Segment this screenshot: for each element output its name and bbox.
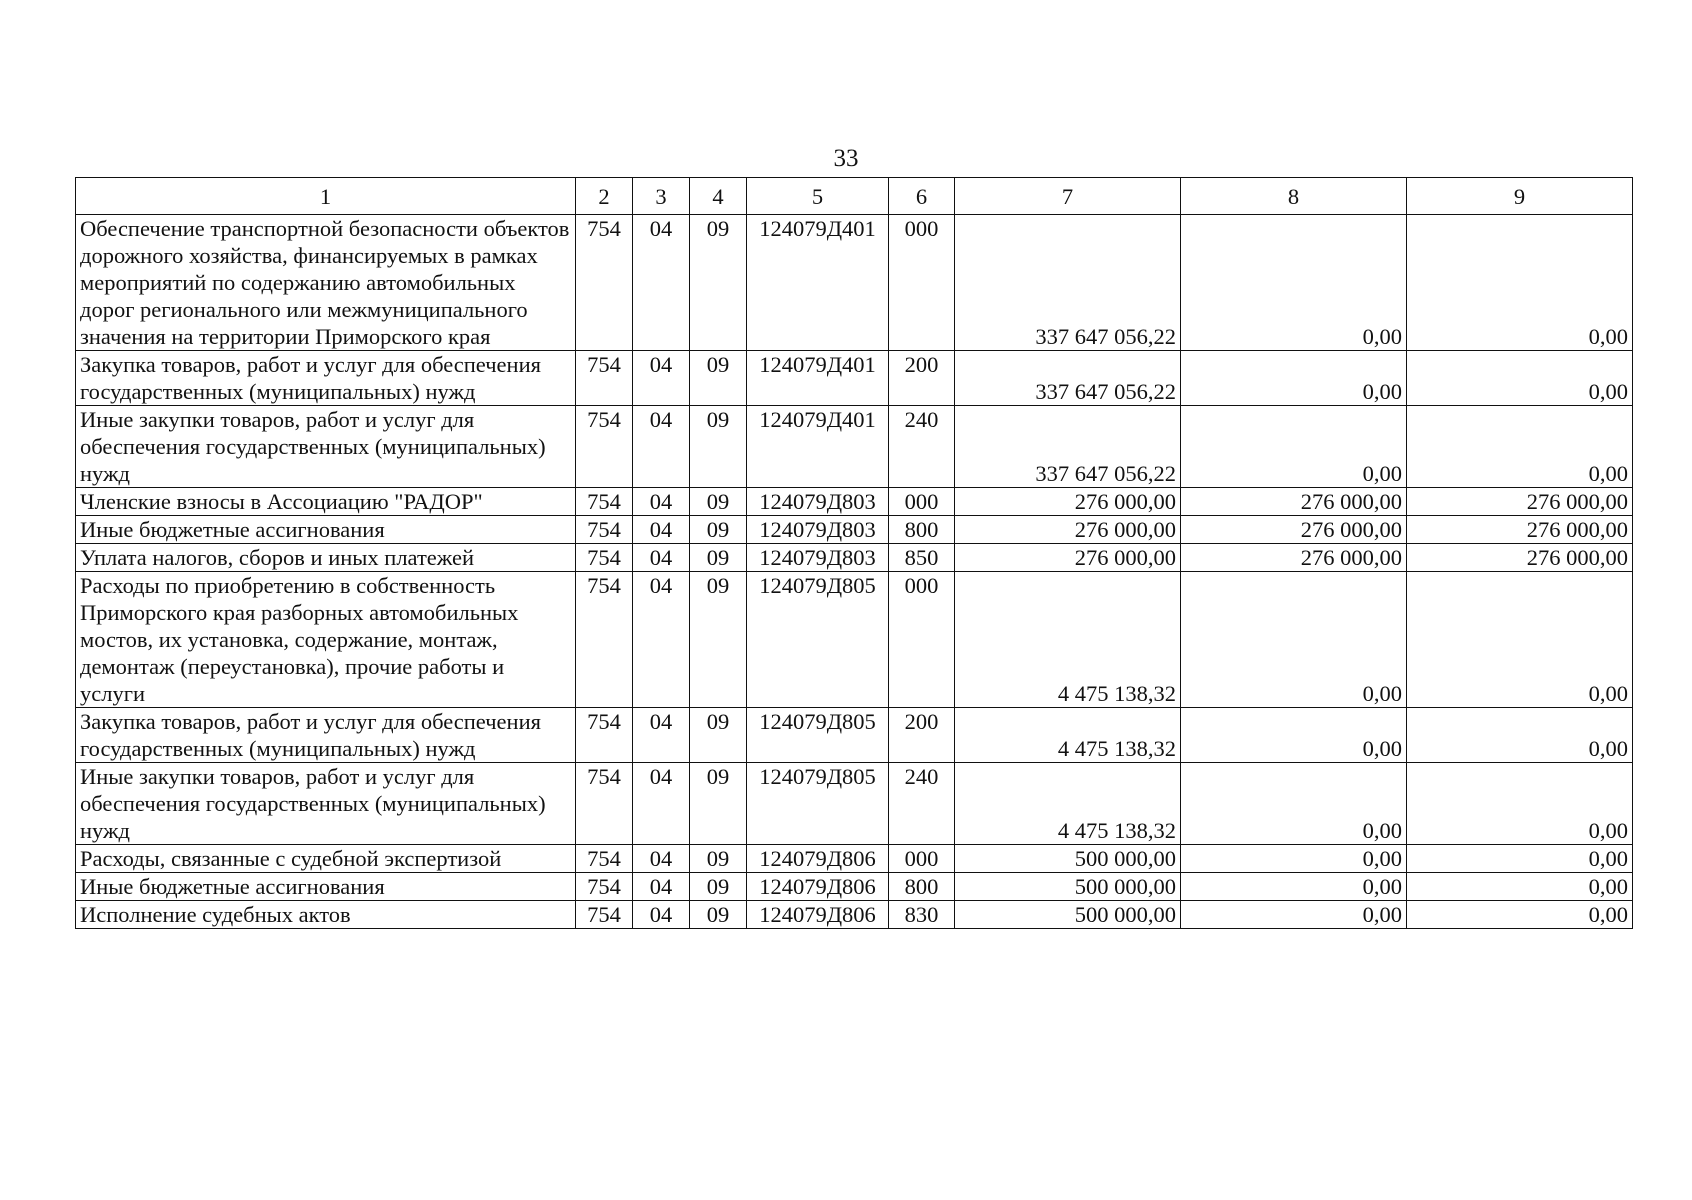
target-article-code: 124079Д806 (747, 873, 889, 901)
section-code: 04 (633, 763, 690, 845)
amount-col-8: 0,00 (1181, 763, 1407, 845)
section-code: 04 (633, 572, 690, 708)
amount-col-7: 500 000,00 (955, 901, 1181, 929)
target-article-code: 124079Д806 (747, 845, 889, 873)
header-cell-2: 2 (576, 178, 633, 215)
admin-code: 754 (576, 572, 633, 708)
target-article-code: 124079Д805 (747, 572, 889, 708)
amount-col-7: 276 000,00 (955, 516, 1181, 544)
header-cell-6: 6 (889, 178, 955, 215)
target-article-code: 124079Д806 (747, 901, 889, 929)
amount-col-9: 0,00 (1407, 845, 1633, 873)
header-row (76, 178, 1633, 215)
section-code: 04 (633, 544, 690, 572)
target-article-code: 124079Д805 (747, 763, 889, 845)
section-code: 04 (633, 708, 690, 763)
item-name: Закупка товаров, работ и услуг для обеспечения государственных (муниципальных) нужд (76, 351, 576, 406)
section-code: 04 (633, 873, 690, 901)
admin-code: 754 (576, 406, 633, 488)
amount-col-9: 0,00 (1407, 873, 1633, 901)
header-cell-3: 3 (633, 178, 690, 215)
amount-col-7: 500 000,00 (955, 845, 1181, 873)
subsection-code: 09 (690, 845, 747, 873)
amount-col-8: 0,00 (1181, 215, 1407, 351)
admin-code: 754 (576, 544, 633, 572)
section-code: 04 (633, 351, 690, 406)
amount-col-9: 0,00 (1407, 901, 1633, 929)
amount-col-8: 0,00 (1181, 572, 1407, 708)
item-name: Иные бюджетные ассигнования (76, 873, 576, 901)
amount-col-7: 4 475 138,32 (955, 572, 1181, 708)
subsection-code: 09 (690, 873, 747, 901)
item-name: Иные закупки товаров, работ и услуг для обеспечения государственных (муниципальных) нужд (76, 406, 576, 488)
header-cell-8: 8 (1181, 178, 1407, 215)
amount-col-8: 276 000,00 (1181, 516, 1407, 544)
item-name: Членские взносы в Ассоциацию "РАДОР" (76, 488, 576, 516)
header-cell-7: 7 (955, 178, 1181, 215)
subsection-code: 09 (690, 406, 747, 488)
target-article-code: 124079Д803 (747, 516, 889, 544)
amount-col-9: 0,00 (1407, 351, 1633, 406)
subsection-code: 09 (690, 572, 747, 708)
target-article-code: 124079Д803 (747, 488, 889, 516)
admin-code: 754 (576, 845, 633, 873)
expense-type-code: 830 (889, 901, 955, 929)
expense-type-code: 000 (889, 572, 955, 708)
target-article-code: 124079Д401 (747, 406, 889, 488)
table-row (76, 215, 1633, 351)
expense-type-code: 240 (889, 406, 955, 488)
admin-code: 754 (576, 901, 633, 929)
item-name: Расходы по приобретению в собственность Приморского края разборных автомобильных мостов, их установка, содержание, монтаж, демонтаж (переустановка), прочие работы и услуги (76, 572, 576, 708)
amount-col-9: 0,00 (1407, 572, 1633, 708)
amount-col-7: 500 000,00 (955, 873, 1181, 901)
amount-col-7: 4 475 138,32 (955, 763, 1181, 845)
table-row (76, 544, 1633, 572)
amount-col-8: 0,00 (1181, 708, 1407, 763)
amount-col-7: 276 000,00 (955, 544, 1181, 572)
section-code: 04 (633, 406, 690, 488)
expense-type-code: 200 (889, 708, 955, 763)
item-name: Закупка товаров, работ и услуг для обеспечения государственных (муниципальных) нужд (76, 708, 576, 763)
amount-col-9: 276 000,00 (1407, 544, 1633, 572)
section-code: 04 (633, 901, 690, 929)
table-row (76, 901, 1633, 929)
item-name: Иные бюджетные ассигнования (76, 516, 576, 544)
amount-col-9: 0,00 (1407, 763, 1633, 845)
amount-col-9: 276 000,00 (1407, 516, 1633, 544)
amount-col-8: 0,00 (1181, 901, 1407, 929)
amount-col-7: 337 647 056,22 (955, 351, 1181, 406)
table-row (76, 516, 1633, 544)
expense-type-code: 000 (889, 845, 955, 873)
expense-type-code: 800 (889, 516, 955, 544)
amount-col-9: 0,00 (1407, 406, 1633, 488)
item-name: Уплата налогов, сборов и иных платежей (76, 544, 576, 572)
table-row (76, 351, 1633, 406)
target-article-code: 124079Д401 (747, 215, 889, 351)
budget-table (75, 177, 1633, 929)
amount-col-8: 0,00 (1181, 873, 1407, 901)
subsection-code: 09 (690, 708, 747, 763)
table-row (76, 572, 1633, 708)
subsection-code: 09 (690, 488, 747, 516)
admin-code: 754 (576, 215, 633, 351)
expense-type-code: 850 (889, 544, 955, 572)
item-name: Исполнение судебных актов (76, 901, 576, 929)
amount-col-9: 276 000,00 (1407, 488, 1633, 516)
section-code: 04 (633, 215, 690, 351)
amount-col-9: 0,00 (1407, 215, 1633, 351)
target-article-code: 124079Д805 (747, 708, 889, 763)
table-row (76, 406, 1633, 488)
expense-type-code: 000 (889, 488, 955, 516)
amount-col-8: 276 000,00 (1181, 488, 1407, 516)
amount-col-7: 4 475 138,32 (955, 708, 1181, 763)
item-name: Обеспечение транспортной безопасности объектов дорожного хозяйства, финансируемых в рамках мероприятий по содержанию автомобильных дорог регионального или межмуниципального значения на территории Приморского края (76, 215, 576, 351)
expense-type-code: 000 (889, 215, 955, 351)
subsection-code: 09 (690, 215, 747, 351)
section-code: 04 (633, 516, 690, 544)
amount-col-7: 337 647 056,22 (955, 406, 1181, 488)
expense-type-code: 240 (889, 763, 955, 845)
expense-type-code: 200 (889, 351, 955, 406)
section-code: 04 (633, 488, 690, 516)
admin-code: 754 (576, 708, 633, 763)
admin-code: 754 (576, 873, 633, 901)
page-number: 33 (833, 145, 859, 172)
header-cell-9: 9 (1407, 178, 1633, 215)
amount-col-7: 337 647 056,22 (955, 215, 1181, 351)
table-row (76, 763, 1633, 845)
subsection-code: 09 (690, 763, 747, 845)
admin-code: 754 (576, 763, 633, 845)
table-row (76, 488, 1633, 516)
item-name: Иные закупки товаров, работ и услуг для обеспечения государственных (муниципальных) нужд (76, 763, 576, 845)
expense-type-code: 800 (889, 873, 955, 901)
amount-col-8: 0,00 (1181, 845, 1407, 873)
section-code: 04 (633, 845, 690, 873)
amount-col-8: 276 000,00 (1181, 544, 1407, 572)
header-cell-5: 5 (747, 178, 889, 215)
amount-col-8: 0,00 (1181, 406, 1407, 488)
table-row (76, 873, 1633, 901)
subsection-code: 09 (690, 516, 747, 544)
table-body (76, 178, 1633, 929)
admin-code: 754 (576, 351, 633, 406)
admin-code: 754 (576, 516, 633, 544)
subsection-code: 09 (690, 544, 747, 572)
table-row (76, 708, 1633, 763)
amount-col-9: 0,00 (1407, 708, 1633, 763)
item-name: Расходы, связанные с судебной экспертизой (76, 845, 576, 873)
subsection-code: 09 (690, 351, 747, 406)
amount-col-7: 276 000,00 (955, 488, 1181, 516)
subsection-code: 09 (690, 901, 747, 929)
amount-col-8: 0,00 (1181, 351, 1407, 406)
target-article-code: 124079Д401 (747, 351, 889, 406)
target-article-code: 124079Д803 (747, 544, 889, 572)
admin-code: 754 (576, 488, 633, 516)
table-row (76, 845, 1633, 873)
header-cell-4: 4 (690, 178, 747, 215)
header-cell-1: 1 (76, 178, 576, 215)
